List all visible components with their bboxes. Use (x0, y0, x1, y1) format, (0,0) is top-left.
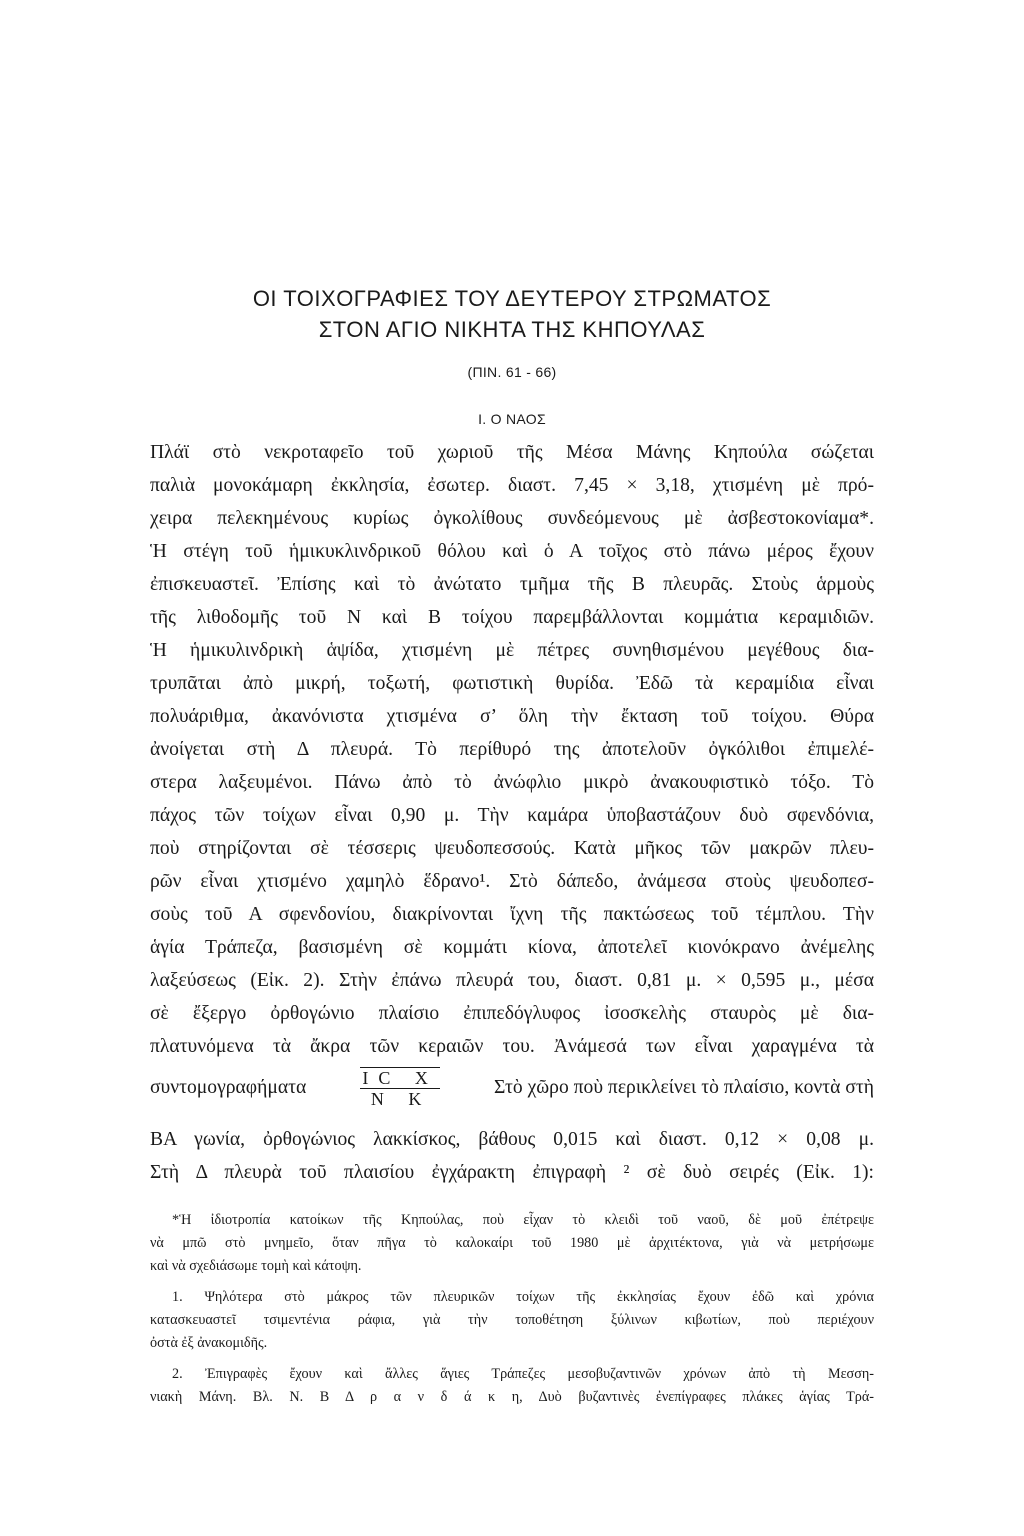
christogram-abbreviation (360, 1067, 440, 1109)
article-title-line-1: ΟΙ ΤΟΙΧΟΓΡΑΦΙΕΣ ΤΟΥ ΔΕΥΤΕΡΟΥ ΣΤΡΩΜΑΤΟΣ (252, 286, 772, 311)
body-line: πολυάριθμα, ἀκανόνιστα χτισμένα σ’ ὅλη τὴν ἔκταση τοῦ τοίχου. Θύρα (150, 706, 874, 727)
body-line: Στὴ Δ πλευρὰ τοῦ πλαισίου ἐγχάρακτη ἐπιγραφὴ ² σὲ δυὸ σειρές (Εἰκ. 1): (150, 1162, 874, 1183)
body-line: ποὺ στηρίζονται σὲ τέσσερις ψευδοπεσσούς. Κατὰ μῆκος τῶν μακρῶν πλευ- (150, 838, 874, 859)
body-line: παλιὰ μονοκάμαρη ἐκκλησία, ἐσωτερ. διαστ. 7,45 × 3,18, χτισμένη μὲ πρό- (150, 475, 874, 496)
body-line: τῆς λιθοδομῆς τοῦ Ν καὶ Β τοίχου παρεμβάλλονται κομμάτια κεραμιδιῶν. (150, 607, 874, 628)
body-line: χειρα πελεκημένους κυρίως ὀγκολίθους συνδεόμενους μὲ ἀσβεστοκονίαμα*. (150, 508, 874, 529)
sigla-top: IC X (362, 1068, 438, 1088)
body-line: σὲ ἔξεργο ὀρθογώνιο πλαίσιο ἐπιπεδόγλυφος ἰσοσκελὴς σταυρὸς μὲ δια- (150, 1003, 874, 1024)
section-heading: Ι. Ο ΝΑΟΣ (478, 411, 546, 427)
footnote-1-line: κατασκευαστεῖ τσιμεντένια ράφια, γιὰ τὴν τοποθέτηση ξύλινων κιβωτίων, ποὺ περιέχουν (150, 1312, 874, 1328)
body-line: ἁγία Τράπεζα, βασισμένη σὲ κομμάτι κίονα, ἀποτελεῖ κιονόκρανο ἀνέμελης (150, 937, 874, 958)
sigla-bottom: N K (370, 1089, 432, 1109)
body-line: πάχος τῶν τοίχων εἶναι 0,90 μ. Τὴν καμάρα ὑποβαστάζουν δυὸ σφενδόνια, (150, 805, 874, 826)
footnote-star-line: *Ἡ ἰδιοτροπία κατοίκων τῆς Κηπούλας, ποὺ εἶχαν τὸ κλειδὶ τοῦ ναοῦ, δὲ μοῦ ἐπέτρεψε (172, 1212, 874, 1228)
body-line: λαξεύσεως (Εἰκ. 2). Στὴν ἐπάνω πλευρά του, διαστ. 0,81 μ. × 0,595 μ., μέσα (150, 970, 874, 991)
footnote-2-line: νιακὴ Μάνη. Βλ. Ν. Β Δ ρ α ν δ ά κ η, Δυὸ βυζαντινὲς ἐνεπίγραφες πλάκες ἁγίας Τρά- (150, 1389, 874, 1405)
footnote-star-line: νὰ μπῶ στὸ μνημεῖο, ὅταν πῆγα τὸ καλοκαίρι τοῦ 1980 μὲ ἀρχιτέκτονα, γιὰ νὰ μετρήσωμε (150, 1235, 874, 1251)
body-line: στερα λαξευμένοι. Πάνω ἀπὸ τὸ ἀνώφλιο μικρὸ ἀνακουφιστικὸ τόξο. Τὸ (150, 772, 874, 793)
footnote-1-line: ὀστὰ ἐξ ἀνακομιδῆς. (150, 1335, 268, 1351)
footnote-1-line: 1. Ψηλότερα στὸ μάκρος τῶν πλευρικῶν τοίχων τῆς ἐκκλησίας ἔχουν ἐδῶ καὶ χρόνια (172, 1289, 874, 1305)
body-line: τρυπᾶται ἀπὸ μικρή, τοξωτή, φωτιστικὴ θυρίδα. Ἐδῶ τὰ κεραμίδια εἶναι (150, 673, 874, 694)
body-line: ΒΑ γωνία, ὀρθογώνιος λακκίσκος, βάθους 0,015 καὶ διαστ. 0,12 × 0,08 μ. (150, 1129, 874, 1150)
body-line: Ἡ στέγη τοῦ ἡμικυκλινδρικοῦ θόλου καὶ ὁ Α τοῖχος στὸ πάνω μέρος ἔχουν (150, 541, 874, 562)
body-line: σοὺς τοῦ Α σφενδονίου, διακρίνονται ἴχνη τῆς πακτώσεως τοῦ τέμπλου. Τὴν (150, 904, 874, 925)
body-line: Πλάϊ στὸ νεκροταφεῖο τοῦ χωριοῦ τῆς Μέσα Μάνης Κηπούλα σώζεται (150, 442, 874, 463)
sigla-lead-text: συντομογραφήματα (150, 1077, 307, 1098)
body-line: πλατυνόμενα τὰ ἄκρα τῶν κεραιῶν του. Ἀνάμεσά των εἶναι χαραγμένα τὰ (150, 1036, 874, 1057)
body-line: Ἡ ἡμικυλινδρικὴ ἁψίδα, χτισμένη μὲ πέτρες συνηθισμένου μεγέθους δια- (150, 640, 874, 661)
sigla-trail-text: Στὸ χῶρο ποὺ περικλείνει τὸ πλαίσιο, κοντὰ στὴ (493, 1077, 874, 1098)
body-line-with-sigla (150, 1062, 874, 1114)
body-line: ρῶν εἶναι χτισμένο χαμηλὸ ἕδρανο¹. Στὸ δάπεδο, ἀνάμεσα στοὺς ψευδοπεσ- (150, 871, 874, 892)
article-title-line-2: ΣΤΟΝ ΑΓΙΟ ΝΙΚΗΤΑ ΤΗΣ ΚΗΠΟΥΛΑΣ (318, 317, 706, 342)
body-line: ἀνοίγεται στὴ Δ πλευρά. Τὸ περίθυρό της ἀποτελοῦν ὀγκόλιθοι ἐπιμελέ- (150, 739, 874, 760)
body-line: ἐπισκευαστεῖ. Ἐπίσης καὶ τὸ ἀνώτατο τμῆμα τῆς Β πλευρᾶς. Στοὺς ἁρμοὺς (150, 574, 874, 595)
plates-reference: (ΠΙΝ. 61 - 66) (467, 364, 557, 380)
footnote-2-line: 2. Ἐπιγραφὲς ἔχουν καὶ ἄλλες ἅγιες Τράπεζες μεσοβυζαντινῶν χρόνων ἀπὸ τὴ Μεσση- (172, 1366, 874, 1382)
footnote-star-line: καὶ νὰ σχεδιάσωμε τομὴ καὶ κάτοψη. (150, 1258, 362, 1274)
